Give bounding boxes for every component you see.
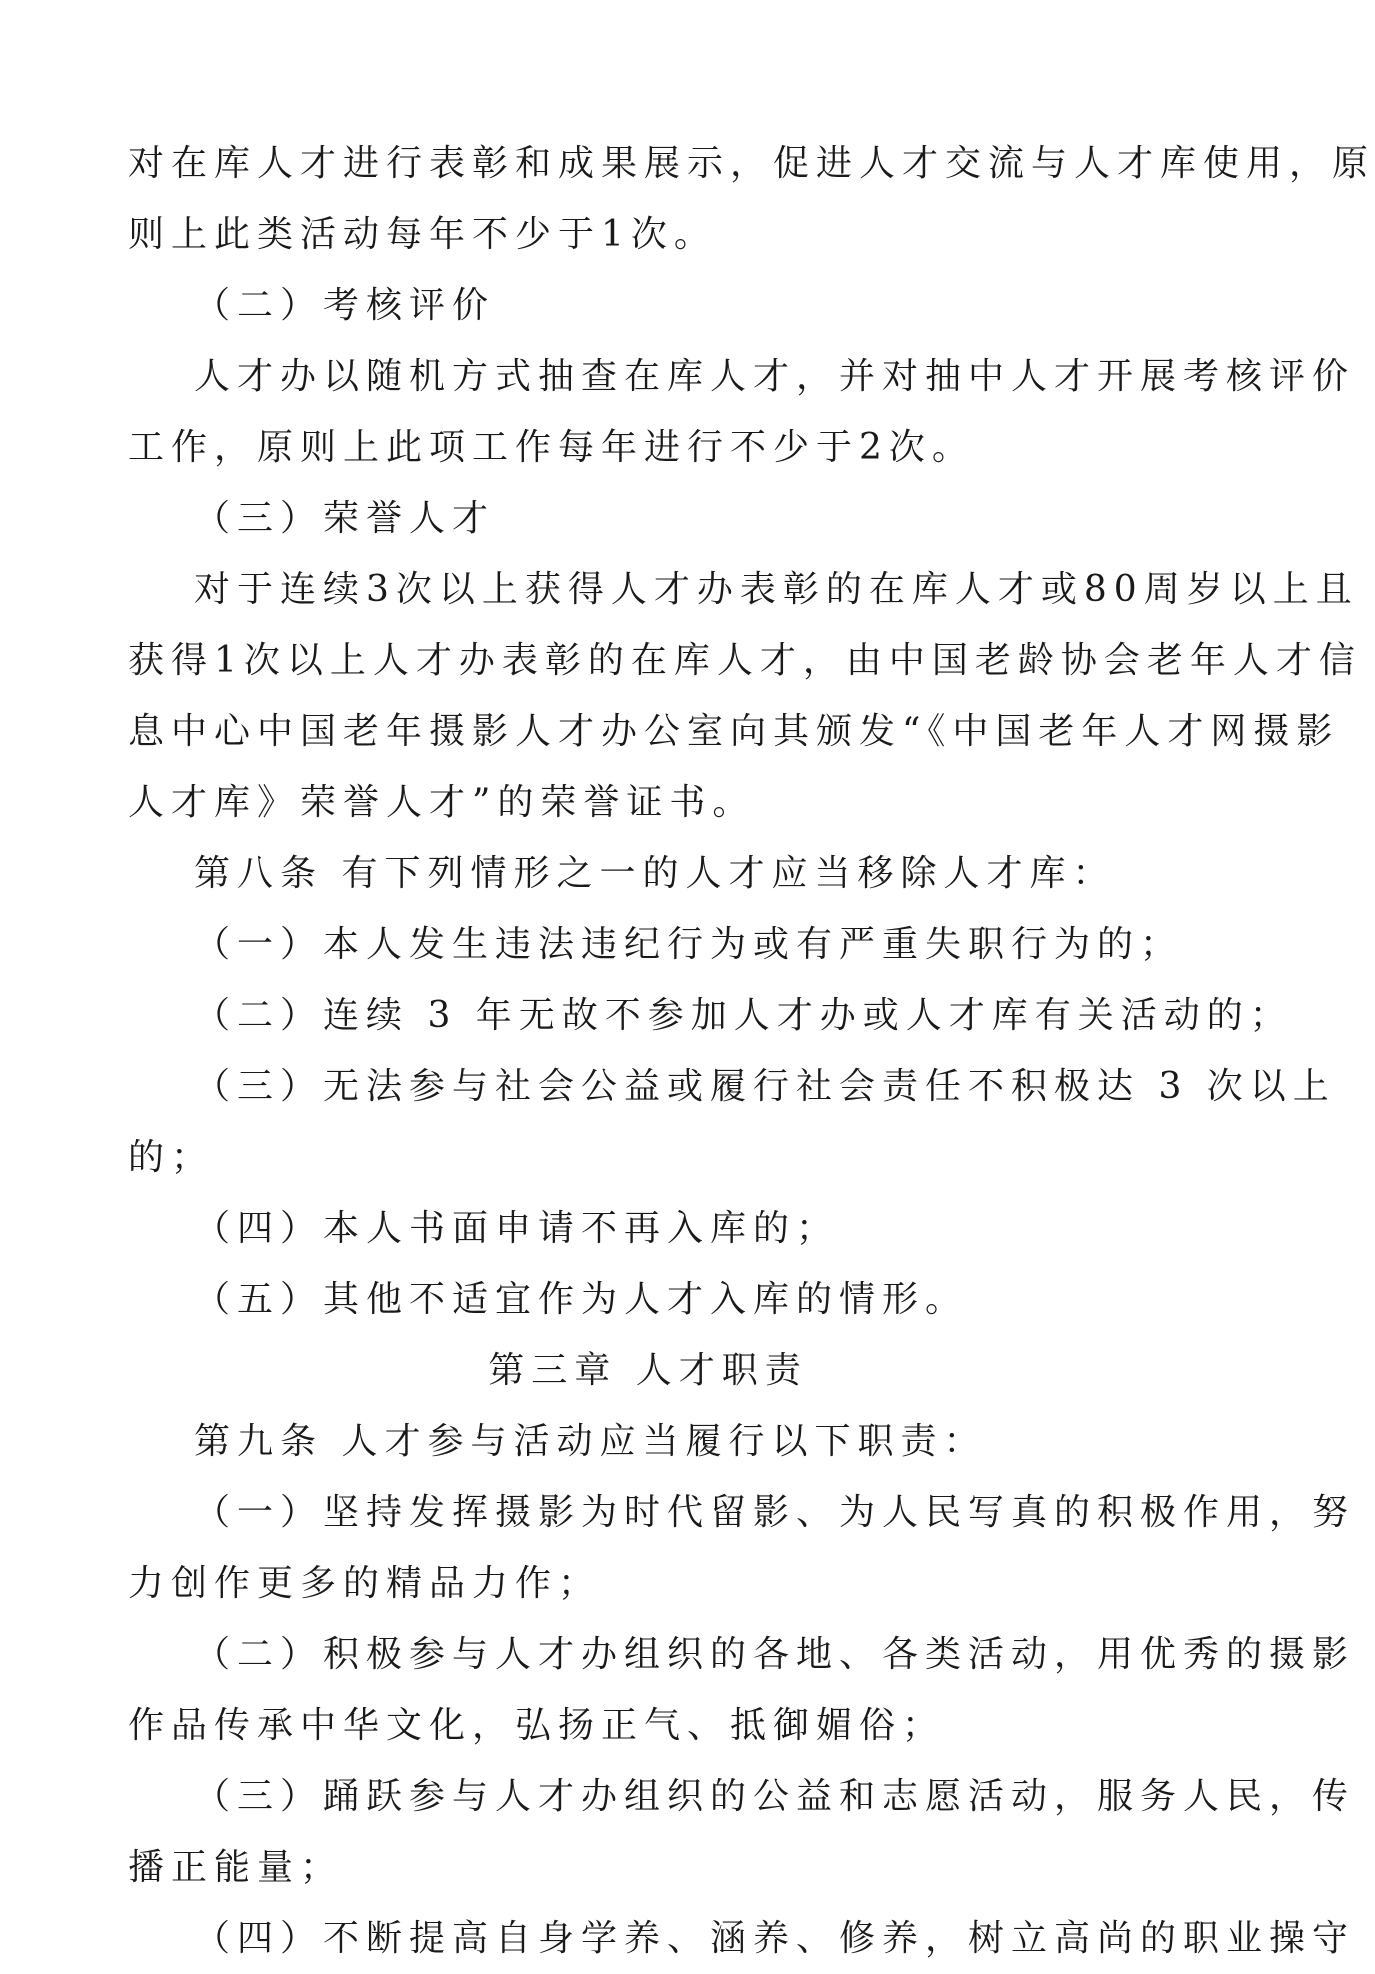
text-line: 第九条 人才参与活动应当履行以下职责：: [194, 1421, 987, 1462]
text-line: （三）无法参与社会公益或履行社会责任不积极达 3 次以上: [194, 1066, 1336, 1107]
text-line: （三）踊跃参与人才办组织的公益和志愿活动，服务人民，传: [194, 1776, 1356, 1817]
document-body: [128, 128, 1375, 1974]
text-line: 力创作更多的精品力作；: [128, 1563, 602, 1604]
text-line: 人才办以随机方式抽查在库人才，并对抽中人才开展考核评价: [194, 356, 1356, 397]
text-line: 对于连续3次以上获得人才办表彰的在库人才或80周岁以上且: [194, 569, 1359, 610]
text-line: （二）考核评价: [194, 285, 496, 326]
text-line: 作品传承中华文化，弘扬正气、抵御媚俗；: [128, 1705, 946, 1746]
text-line: 人才库》荣誉人才”的荣誉证书。: [128, 782, 756, 823]
text-line: 则上此类活动每年不少于1次。: [128, 214, 717, 255]
chapter-heading: 第三章 人才职责: [488, 1350, 808, 1391]
text-line: 的；: [128, 1137, 215, 1178]
text-line: （三）荣誉人才: [194, 498, 496, 539]
text-line: 工作，原则上此项工作每年进行不少于2次。: [128, 427, 975, 468]
text-line: （二）积极参与人才办组织的各地、各类活动，用优秀的摄影: [194, 1634, 1356, 1675]
text-line: 获得1次以上人才办表彰的在库人才，由中国老龄协会老年人才信: [128, 640, 1362, 681]
text-line: 对在库人才进行表彰和成果展示，促进人才交流与人才库使用，原: [128, 143, 1375, 184]
text-line: （四）不断提高自身学养、涵养、修养，树立高尚的职业操守: [194, 1918, 1356, 1959]
text-line: （五）其他不适宜作为人才入库的情形。: [194, 1279, 969, 1320]
text-line: （一）坚持发挥摄影为时代留影、为人民写真的积极作用，努: [194, 1492, 1356, 1533]
text-line: （一）本人发生违法违纪行为或有严重失职行为的；: [194, 924, 1184, 965]
text-line: 第八条 有下列情形之一的人才应当移除人才库：: [194, 853, 1116, 894]
text-line: （四）本人书面申请不再入库的；: [194, 1208, 840, 1249]
text-line: （二）连续 3 年无故不参加人才办或人才库有关活动的；: [194, 995, 1293, 1036]
text-line: 播正能量；: [128, 1847, 344, 1888]
text-line: 息中心中国老年摄影人才办公室向其颁发“《中国老年人才网摄影: [128, 711, 1340, 752]
